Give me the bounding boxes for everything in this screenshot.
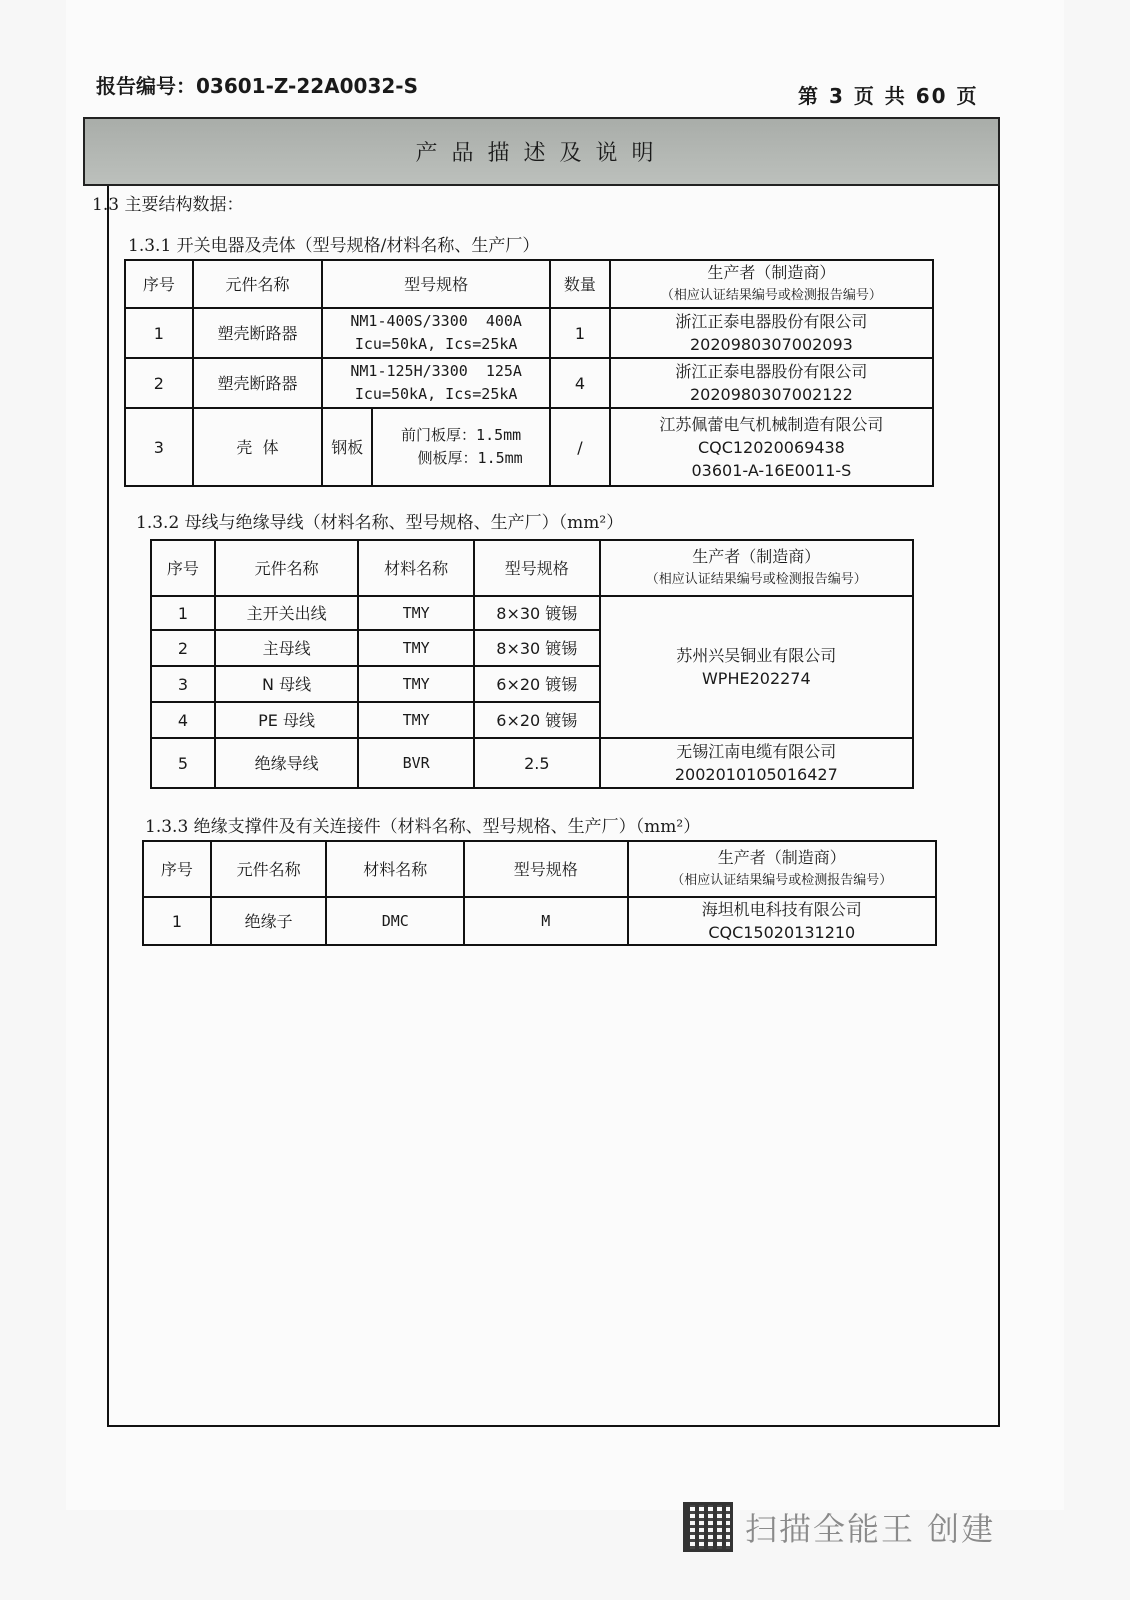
cell-no: 1 bbox=[125, 308, 193, 358]
table-row bbox=[125, 358, 933, 408]
table-row bbox=[125, 408, 933, 486]
section-1-3-heading: 1.3 主要结构数据： bbox=[92, 195, 244, 215]
section-banner bbox=[83, 117, 1000, 186]
maker-name: 江苏佩蕾电气机械制造有限公司 bbox=[659, 414, 884, 434]
cell-model: M bbox=[464, 897, 627, 945]
cert-number: 03601-A-16E0011-S bbox=[691, 460, 852, 480]
maker-subheader: （相应认证结果编号或检测报告编号） bbox=[660, 288, 882, 303]
page-indicator: 第 3 页 共 60 页 bbox=[798, 84, 979, 108]
cell-no: 1 bbox=[143, 897, 211, 945]
cell-qty: 4 bbox=[550, 358, 610, 408]
cell-maker bbox=[610, 358, 933, 408]
scanner-watermark bbox=[683, 1502, 995, 1552]
col-material: 材料名称 bbox=[326, 841, 464, 897]
cell-name: 主开关出线 bbox=[215, 596, 358, 630]
spec-line: 侧板厚：1.5mm bbox=[417, 449, 523, 467]
insulator-table bbox=[142, 840, 937, 946]
col-model: 型号规格 bbox=[474, 540, 600, 596]
cert-number: 2002010105016427 bbox=[674, 765, 838, 784]
col-name: 元件名称 bbox=[211, 841, 327, 897]
cert-number: CQC15020131210 bbox=[708, 923, 856, 942]
cell-material: TMY bbox=[358, 702, 474, 738]
cell-material: 钢板 bbox=[322, 408, 372, 486]
maker-header: 生产者（制造商） bbox=[717, 848, 846, 867]
col-model: 型号规格 bbox=[464, 841, 627, 897]
cell-name: 壳 体 bbox=[193, 408, 323, 486]
banner-title: 产品描述及说明 bbox=[415, 141, 668, 166]
cell-maker bbox=[610, 308, 933, 358]
cell-name: 主母线 bbox=[215, 630, 358, 666]
section-1-3-1-heading: 1.3.1 开关电器及壳体（型号规格/材料名称、生产厂） bbox=[128, 236, 540, 256]
model-line: NM1-400S/3300 400A bbox=[350, 312, 522, 330]
col-maker bbox=[610, 260, 933, 308]
maker-name: 浙江正泰电器股份有限公司 bbox=[675, 312, 868, 331]
table-row bbox=[143, 897, 936, 945]
model-line: Icu=50kA, Ics=25kA bbox=[354, 335, 518, 353]
cell-name: 绝缘子 bbox=[211, 897, 327, 945]
cell-maker bbox=[628, 897, 936, 945]
maker-header: 生产者（制造商） bbox=[707, 263, 836, 282]
table-header-row bbox=[143, 841, 936, 897]
cell-model: 6×20 镀锡 bbox=[474, 702, 600, 738]
col-maker bbox=[628, 841, 936, 897]
cell-material: TMY bbox=[358, 630, 474, 666]
cert-number: 2020980307002122 bbox=[689, 385, 853, 404]
table-header-row bbox=[125, 260, 933, 308]
cell-qty: 1 bbox=[550, 308, 610, 358]
table-row bbox=[151, 596, 913, 630]
watermark-text: 扫描全能王 创建 bbox=[745, 1510, 996, 1548]
switchgear-table bbox=[124, 259, 934, 487]
col-name: 元件名称 bbox=[193, 260, 323, 308]
col-name: 元件名称 bbox=[215, 540, 358, 596]
cell-no: 2 bbox=[125, 358, 193, 408]
cell-model bbox=[322, 358, 550, 408]
cell-no: 3 bbox=[125, 408, 193, 486]
section-1-3-3-heading: 1.3.3 绝缘支撑件及有关连接件（材料名称、型号规格、生产厂）（mm²） bbox=[145, 817, 701, 837]
cell-model: 8×30 镀锡 bbox=[474, 596, 600, 630]
cell-maker bbox=[610, 408, 933, 486]
cell-material: TMY bbox=[358, 596, 474, 630]
cell-qty: / bbox=[550, 408, 610, 486]
cell-no: 3 bbox=[151, 666, 215, 702]
cell-name: N 母线 bbox=[215, 666, 358, 702]
col-no: 序号 bbox=[151, 540, 215, 596]
cell-material: TMY bbox=[358, 666, 474, 702]
col-model: 型号规格 bbox=[322, 260, 550, 308]
cell-name: 塑壳断路器 bbox=[193, 308, 323, 358]
cell-maker-group bbox=[600, 596, 913, 738]
cell-model: 8×30 镀锡 bbox=[474, 630, 600, 666]
cert-number: 2020980307002093 bbox=[689, 335, 853, 354]
cell-material: BVR bbox=[358, 738, 474, 788]
cell-model: 6×20 镀锡 bbox=[474, 666, 600, 702]
cell-maker bbox=[600, 738, 913, 788]
cell-model bbox=[322, 308, 550, 358]
busbar-table bbox=[150, 539, 914, 789]
cell-no: 2 bbox=[151, 630, 215, 666]
cell-name: 塑壳断路器 bbox=[193, 358, 323, 408]
spec-line: 前门板厚：1.5mm bbox=[401, 426, 522, 444]
report-number: 报告编号：03601-Z-22A0032-S bbox=[96, 74, 419, 98]
maker-name: 浙江正泰电器股份有限公司 bbox=[675, 362, 868, 381]
cell-model: 2.5 bbox=[474, 738, 600, 788]
cell-material: DMC bbox=[326, 897, 464, 945]
col-no: 序号 bbox=[143, 841, 211, 897]
table-row bbox=[151, 738, 913, 788]
col-maker bbox=[600, 540, 913, 596]
model-line: NM1-125H/3300 125A bbox=[350, 362, 522, 380]
table-row bbox=[125, 308, 933, 358]
qr-code-icon bbox=[683, 1502, 733, 1552]
maker-subheader: （相应认证结果编号或检测报告编号） bbox=[671, 873, 893, 888]
cell-name: 绝缘导线 bbox=[215, 738, 358, 788]
cell-no: 4 bbox=[151, 702, 215, 738]
maker-subheader: （相应认证结果编号或检测报告编号） bbox=[645, 572, 867, 587]
maker-name: 苏州兴吴铜业有限公司 bbox=[676, 646, 837, 665]
model-line: Icu=50kA, Ics=25kA bbox=[354, 385, 518, 403]
col-no: 序号 bbox=[125, 260, 193, 308]
section-1-3-2-heading: 1.3.2 母线与绝缘导线（材料名称、型号规格、生产厂）（mm²） bbox=[136, 513, 624, 533]
cell-spec bbox=[372, 408, 550, 486]
cert-number: CQC12020069438 bbox=[697, 437, 845, 457]
cell-no: 1 bbox=[151, 596, 215, 630]
maker-name: 海坦机电科技有限公司 bbox=[701, 900, 862, 919]
cell-name: PE 母线 bbox=[215, 702, 358, 738]
maker-name: 无锡江南电缆有限公司 bbox=[676, 742, 837, 761]
cell-no: 5 bbox=[151, 738, 215, 788]
cert-number: WPHE202274 bbox=[701, 669, 811, 688]
table-header-row bbox=[151, 540, 913, 596]
col-qty: 数量 bbox=[550, 260, 610, 308]
col-material: 材料名称 bbox=[358, 540, 474, 596]
maker-header: 生产者（制造商） bbox=[692, 547, 821, 566]
